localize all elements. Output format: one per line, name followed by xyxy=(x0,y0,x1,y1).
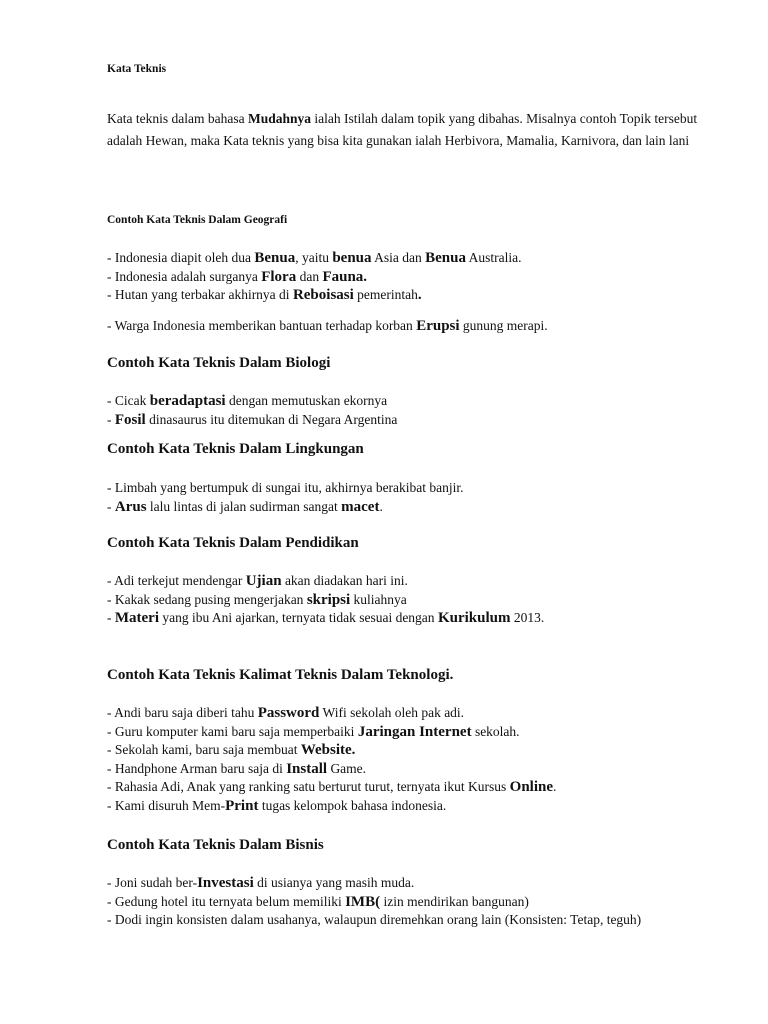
list-item: - Limbah yang bertumpuk di sungai itu, akhirnya berakibat banjir. xyxy=(107,480,464,495)
technical-term: macet xyxy=(341,498,380,515)
list-item: - Handphone Arman baru saja di Install Game. xyxy=(107,760,367,777)
technical-term: Benua xyxy=(425,250,466,266)
technical-term: Materi xyxy=(114,610,160,627)
list-item: - Guru komputer kami baru saja memperbaiki Jaringan Internet sekolah. xyxy=(107,723,520,740)
list-item: - Rahasia Adi, Anak yang ranking satu berturut turut, ternyata ikut Kursus Online. xyxy=(107,779,557,796)
list-item: - Indonesia adalah surganya Flora dan Fauna. xyxy=(107,268,368,285)
technical-term: beradaptasi xyxy=(149,393,226,409)
technical-term: skripsi xyxy=(306,591,351,608)
list-item: - Dodi ingin konsisten dalam usahanya, walaupun diremehkan orang lain (Konsisten: Tetap, teguh) xyxy=(107,912,642,928)
list-item: - Fosil dinasaurus itu ditemukan di Negara Argentina xyxy=(107,411,398,428)
technical-term: Ujian xyxy=(245,573,282,589)
heading-lingkungan: Contoh Kata Teknis Dalam Lingkungan xyxy=(107,441,364,457)
technical-term: Website. xyxy=(300,742,356,759)
technical-term: Password xyxy=(257,705,320,721)
heading-bisnis: Contoh Kata Teknis Dalam Bisnis xyxy=(107,837,324,853)
technical-term: Mudahnya xyxy=(247,111,311,126)
list-item: - Joni sudah ber-Investasi di usianya yang masih muda. xyxy=(107,875,415,891)
technical-term: Flora xyxy=(261,268,297,285)
technical-term: Kurikulum xyxy=(437,610,511,627)
technical-term: Online xyxy=(509,779,554,796)
technical-term: IMB( xyxy=(345,893,381,910)
list-geografi-extra xyxy=(107,317,707,336)
technical-term: Investasi xyxy=(197,875,254,891)
technical-term: Benua xyxy=(254,250,296,266)
technical-term: Install xyxy=(286,760,328,777)
doc-title: Kata Teknis xyxy=(107,63,167,75)
technical-term: Fauna. xyxy=(322,268,368,285)
intro-paragraph xyxy=(107,108,707,151)
list-item: - Sekolah kami, baru saja membuat Website. xyxy=(107,742,356,759)
technical-term: Reboisasi xyxy=(292,287,354,304)
heading-pendidikan: Contoh Kata Teknis Dalam Pendidikan xyxy=(107,535,359,551)
intro-text: Kata teknis dalam bahasa Mudahnya ialah Istilah dalam topik yang dibahas. Misalnya contoh Topik tersebut adalah Hewan, maka Kata teknis yang bisa kita gunakan ialah Herbivora, Mamalia, Karnivora, dan lain lani xyxy=(107,111,698,148)
technical-term: Print xyxy=(225,797,259,814)
list-item: - Kakak sedang pusing mengerjakan skripsi kuliahnya xyxy=(107,591,407,608)
list-item: - Warga Indonesia memberikan bantuan terhadap korban Erupsi gunung merapi. xyxy=(107,318,548,334)
list-item: - Kami disuruh Mem-Print tugas kelompok bahasa indonesia. xyxy=(107,797,447,814)
list-item: - Hutan yang terbakar akhirnya di Reboisasi pemerintah. xyxy=(107,287,422,304)
technical-term: Jaringan Internet xyxy=(357,723,472,740)
list-item: - Arus lalu lintas di jalan sudirman sangat macet. xyxy=(107,498,383,515)
list-pendidikan xyxy=(107,572,707,628)
heading-geografi: Contoh Kata Teknis Dalam Geografi xyxy=(107,214,288,226)
list-item: - Cicak beradaptasi dengan memutuskan ekornya xyxy=(107,393,388,409)
technical-term: Erupsi xyxy=(416,318,460,334)
list-item: - Gedung hotel itu ternyata belum memiliki IMB( izin mendirikan bangunan) xyxy=(107,893,529,910)
heading-teknologi: Contoh Kata Teknis Kalimat Teknis Dalam Teknologi. xyxy=(107,667,454,683)
list-bisnis xyxy=(107,874,707,930)
list-item: - Indonesia diapit oleh dua Benua, yaitu benua Asia dan Benua Australia. xyxy=(107,250,522,266)
list-item: - Andi baru saja diberi tahu Password Wifi sekolah oleh pak adi. xyxy=(107,705,465,721)
heading-biologi: Contoh Kata Teknis Dalam Biologi xyxy=(107,355,331,371)
list-item: - Materi yang ibu Ani ajarkan, ternyata tidak sesuai dengan Kurikulum 2013. xyxy=(107,610,545,627)
technical-term: Arus xyxy=(114,498,147,515)
list-lingkungan xyxy=(107,479,707,516)
list-teknologi xyxy=(107,704,707,816)
technical-term: benua xyxy=(332,250,372,266)
list-biologi xyxy=(107,392,707,429)
list-item: - Adi terkejut mendengar Ujian akan diadakan hari ini. xyxy=(107,573,408,589)
technical-term: Fosil xyxy=(114,411,146,428)
list-geografi xyxy=(107,249,707,305)
technical-term: . xyxy=(417,287,422,304)
